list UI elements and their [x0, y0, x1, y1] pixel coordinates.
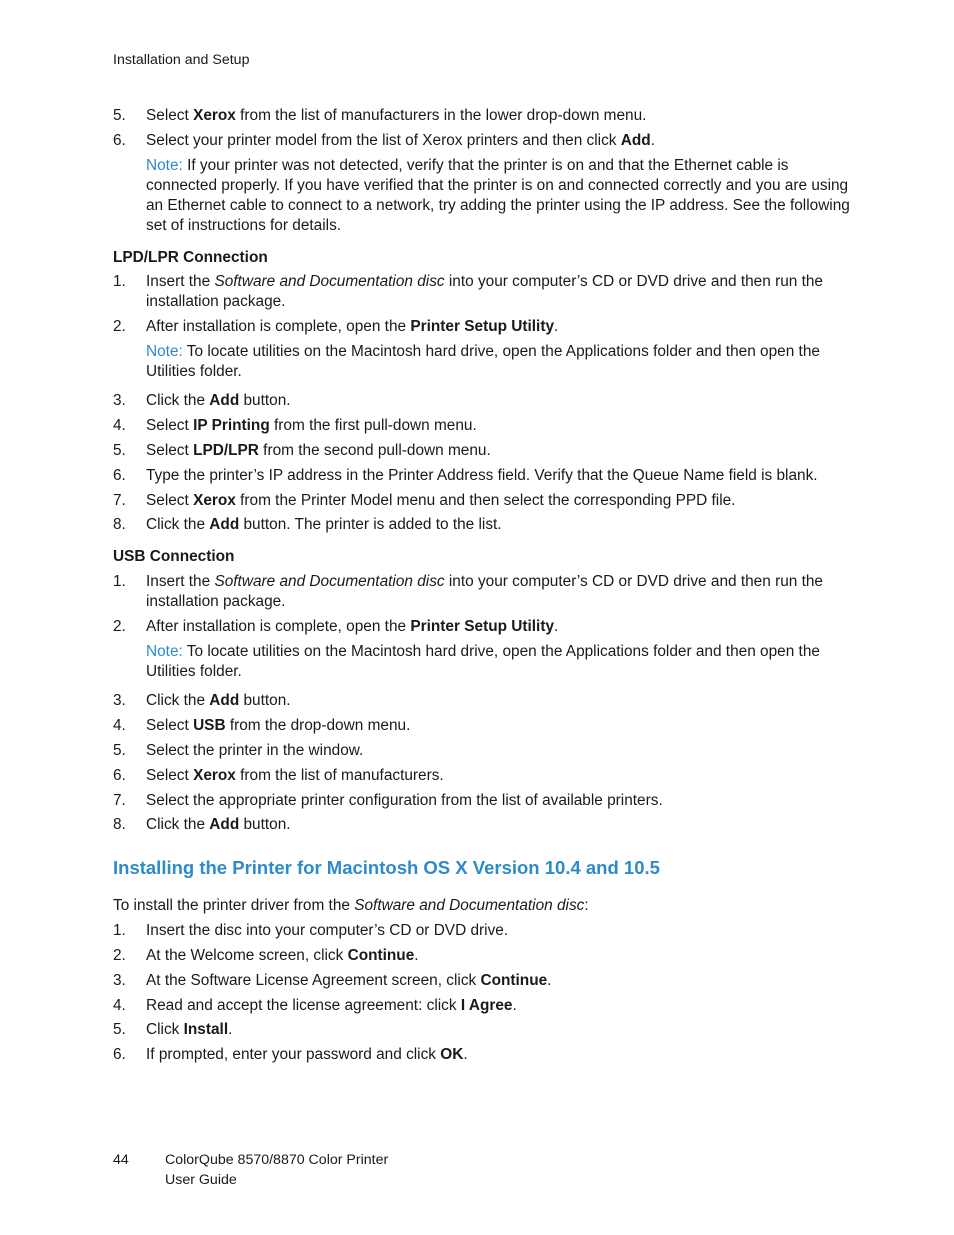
list-item: 2. After installation is complete, open the Printer Setup Utility. — [113, 318, 559, 336]
footer-product-info — [165, 1151, 388, 1190]
note-label: Note: — [146, 642, 183, 660]
list-item: 7. Select the appropriate printer configuration from the list of available printers. — [113, 791, 663, 809]
list-item: 5. Click Install. — [113, 1021, 233, 1039]
page-footer — [113, 1151, 388, 1190]
note: Note: To locate utilities on the Macintosh hard drive, open the Applications folder and then open the Utilities folder. — [146, 642, 820, 680]
list-item: 7. Select Xerox from the Printer Model menu and then select the corresponding PPD file. — [113, 491, 736, 509]
list-item: 5. Select LPD/LPR from the second pull-down menu. — [113, 442, 491, 460]
note-label: Note: — [146, 342, 183, 360]
note: Note: To locate utilities on the Macintosh hard drive, open the Applications folder and then open the Utilities folder. — [146, 342, 820, 380]
list-item: 8. Click the Add button. — [113, 816, 291, 834]
list-item: 2. At the Welcome screen, click Continue. — [113, 946, 419, 964]
list-item: 6. If prompted, enter your password and click OK. — [113, 1046, 468, 1064]
note-label: Note: — [146, 156, 183, 174]
list-item: 4. Select USB from the drop-down menu. — [113, 717, 411, 735]
note: Note: If your printer was not detected, verify that the printer is on and that the Ethernet cable is connected properly. If you have verified that the printer is on and connected correctly and you are using an Ethernet cable to connect to a network, try adding the printer using the IP address. See the following set of instructions for details. — [146, 156, 850, 234]
list-item: 1. Insert the Software and Documentation disc into your computer’s CD or DVD drive and then run the installation package. — [113, 273, 823, 311]
list-item: 3. At the Software License Agreement screen, click Continue. — [113, 971, 552, 989]
section-title: Installing the Printer for Macintosh OS X Version 10.4 and 10.5 — [113, 857, 660, 879]
page-number: 44 — [113, 1152, 129, 1168]
subheading-lpd: LPD/LPR Connection — [113, 248, 268, 266]
list-item: 5. Select Xerox from the list of manufacturers in the lower drop-down menu. — [113, 107, 647, 124]
list-item: 8. Click the Add button. The printer is added to the list. — [113, 516, 502, 534]
list-item: 5. Select the printer in the window. — [113, 741, 364, 759]
list-item: 3. Click the Add button. — [113, 392, 291, 410]
footer-product: ColorQube 8570/8870 Color Printer — [165, 1152, 389, 1168]
list-item: 4. Read and accept the license agreement: click I Agree. — [113, 996, 517, 1014]
running-head: Installation and Setup — [113, 52, 250, 68]
list-item: 6. Type the printer’s IP address in the Printer Address field. Verify that the Queue Name field is blank. — [113, 466, 818, 484]
list-item: 6. Select your printer model from the list of Xerox printers and then click Add. — [113, 131, 655, 149]
list-item: 1. Insert the disc into your computer’s CD or DVD drive. — [113, 922, 509, 940]
list-item: 1. Insert the Software and Documentation disc into your computer’s CD or DVD drive and then run the installation package. — [113, 573, 823, 611]
list-item: 4. Select IP Printing from the first pull-down menu. — [113, 417, 477, 435]
list-item: 2. After installation is complete, open the Printer Setup Utility. — [113, 618, 559, 636]
list-item: 3. Click the Add button. — [113, 692, 291, 710]
list-item: 6. Select Xerox from the list of manufacturers. — [113, 766, 444, 784]
page-content — [113, 106, 853, 1070]
subheading-usb: USB Connection — [113, 548, 235, 566]
intro-paragraph: To install the printer driver from the Software and Documentation disc: — [113, 897, 589, 915]
footer-guide: User Guide — [165, 1171, 237, 1188]
